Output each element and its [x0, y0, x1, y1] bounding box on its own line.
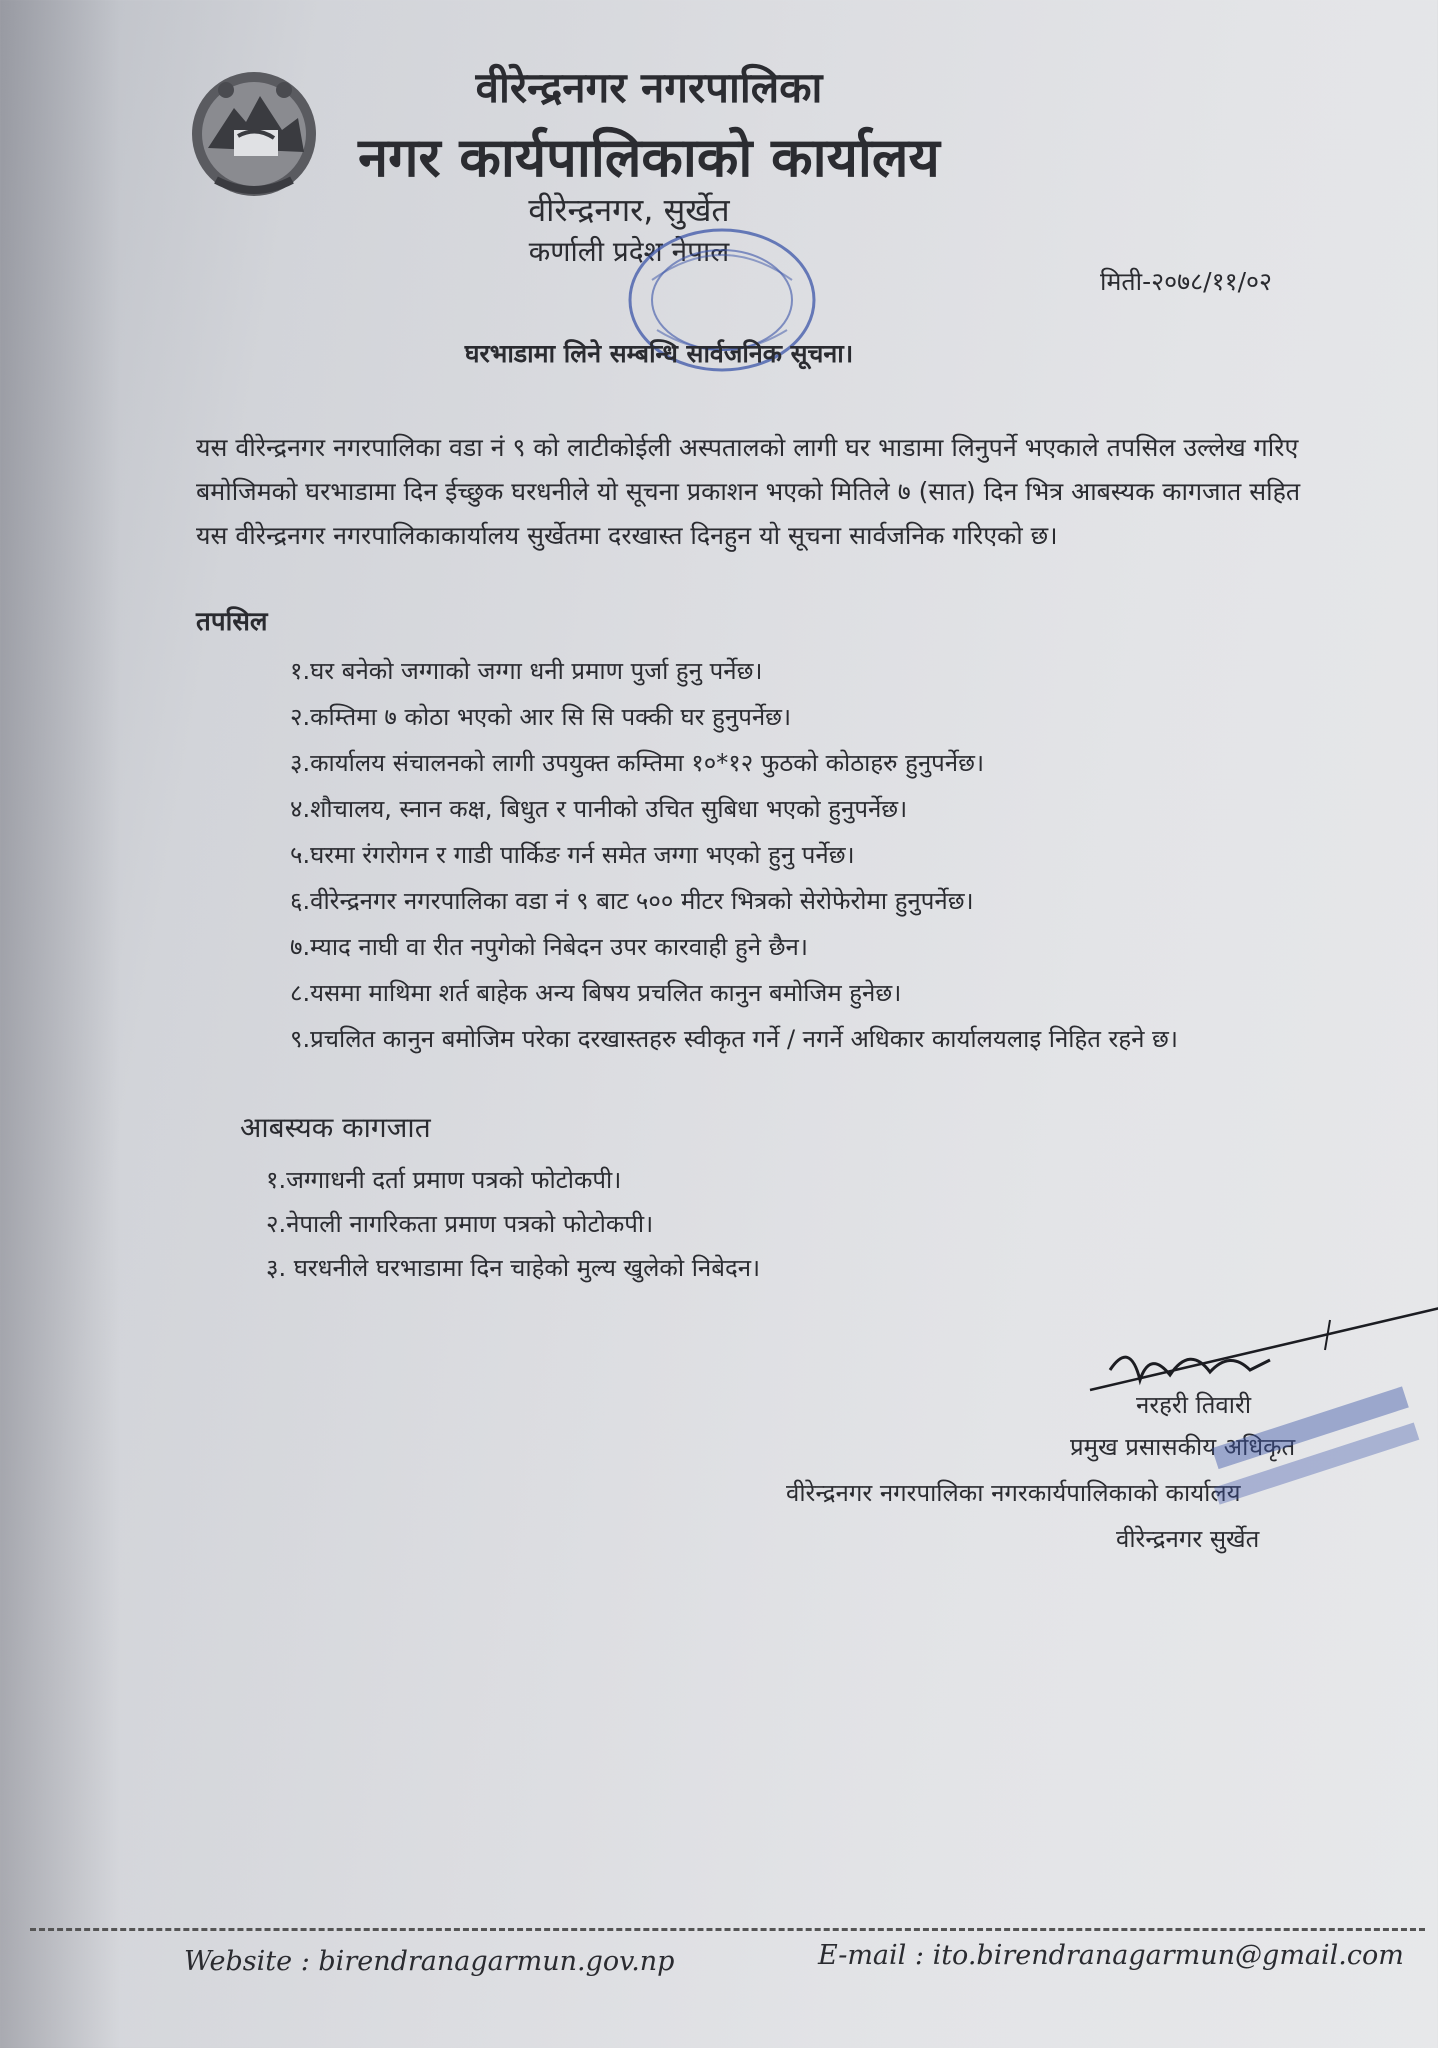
details-heading: तपसिल	[196, 607, 268, 637]
signatory-place: वीरेन्द्रनगर सुर्खेत	[1116, 1525, 1260, 1553]
officer-name-stamp	[1160, 1380, 1438, 1540]
signatory-name: नरहरी तिवारी	[1136, 1391, 1252, 1419]
documents-heading: आबस्यक कागजात	[240, 1111, 431, 1144]
list-item: ६.वीरेन्द्रनगर नगरपालिका वडा नं ९ बाट ५०० मीटर भित्रको सेरोफेरोमा हुनुपर्नेछ।	[290, 887, 974, 915]
footer-divider	[30, 1928, 1425, 1931]
notice-body: यस वीरेन्द्रनगर नगरपालिका वडा नं ९ को लाटीकोईली अस्पतालको लागी घर भाडामा लिनुपर्ने भएकाले तपसिल उल्लेख गरिए बमोजिमको घरभाडामा दिन ईच्छुक घरधनीले यो सूचना प्रकाशन भएको मितिले ७ (सात) दिन भित्र आबस्यक कागजात सहित यस वीरेन्द्रनगर नगरपालिकाकार्यालय सुर्खेतमा दरखास्त दिनहुन यो सूचना सार्वजनिक गरिएको छ।	[196, 433, 1301, 550]
list-item: ४.शौचालय, स्नान कक्ष, बिधुत र पानीको उचित सुबिधा भएको हुनुपर्नेछ।	[290, 795, 908, 823]
details-list	[290, 648, 1320, 1108]
list-item: २.नेपाली नागरिकता प्रमाण पत्रको फोटोकपी।	[266, 1210, 654, 1238]
documents-list	[266, 1158, 760, 1290]
list-item: ७.म्याद नाघी वा रीत नपुगेको निबेदन उपर कारवाही हुने छैन।	[290, 933, 808, 961]
list-item: १.घर बनेको जग्गाको जग्गा धनी प्रमाण पुर्जा हुनु पर्नेछ।	[290, 657, 763, 685]
list-item: ९.प्रचलित कानुन बमोजिम परेका दरखास्तहरु स्वीकृत गर्ने / नगर्ने अधिकार कार्यालयलाइ निहित रहने छ।	[290, 1025, 1178, 1053]
city-line: वीरेन्द्रनगर, सुर्खेत	[528, 191, 730, 229]
page-shadow	[0, 0, 120, 2048]
list-item: २.कम्तिमा ७ कोठा भएको आर सि सि पक्की घर हुनुपर्नेछ।	[290, 703, 792, 731]
list-item: ३.कार्यालय संचालनको लागी उपयुक्त कम्तिमा १०*१२ फुठको कोठाहरु हुनुपर्नेछ।	[290, 749, 985, 777]
signatory-office: वीरेन्द्रनगर नगरपालिका नगरकार्यपालिकाको कार्यालय	[786, 1479, 1241, 1507]
province-line: कर्णाली प्रदेश नेपाल	[528, 235, 730, 268]
list-item: १.जग्गाधनी दर्ता प्रमाण पत्रको फोटोकपी।	[266, 1166, 622, 1194]
footer-email: E-mail : ito.birendranagarmun@gmail.com	[818, 1940, 1404, 1971]
municipality-name: वीरेन्द्रनगर नगरपालिका	[475, 63, 823, 112]
list-item: ३. घरधनीले घरभाडामा दिन चाहेको मुल्य खुलेको निबेदन।	[266, 1254, 761, 1282]
list-item: ८.यसमा माथिमा शर्त बाहेक अन्य बिषय प्रचलित कानुन बमोजिम हुनेछ।	[290, 979, 902, 1007]
footer-website: Website : birendranagarmun.gov.np	[184, 1946, 675, 1977]
notice-subject: घरभाडामा लिने सम्बन्धि सार्वजनिक सूचना।	[464, 339, 854, 368]
signatory-title: प्रमुख प्रसासकीय अधिकृत	[1070, 1433, 1296, 1461]
notice-date: मिती-२०७८/११/०२	[1100, 267, 1273, 296]
office-title: नगर कार्यपालिकाको कार्यालय	[358, 126, 940, 189]
list-item: ५.घरमा रंगरोगन र गाडी पार्किङ गर्न समेत जग्गा भएको हुनु पर्नेछ।	[290, 841, 855, 869]
